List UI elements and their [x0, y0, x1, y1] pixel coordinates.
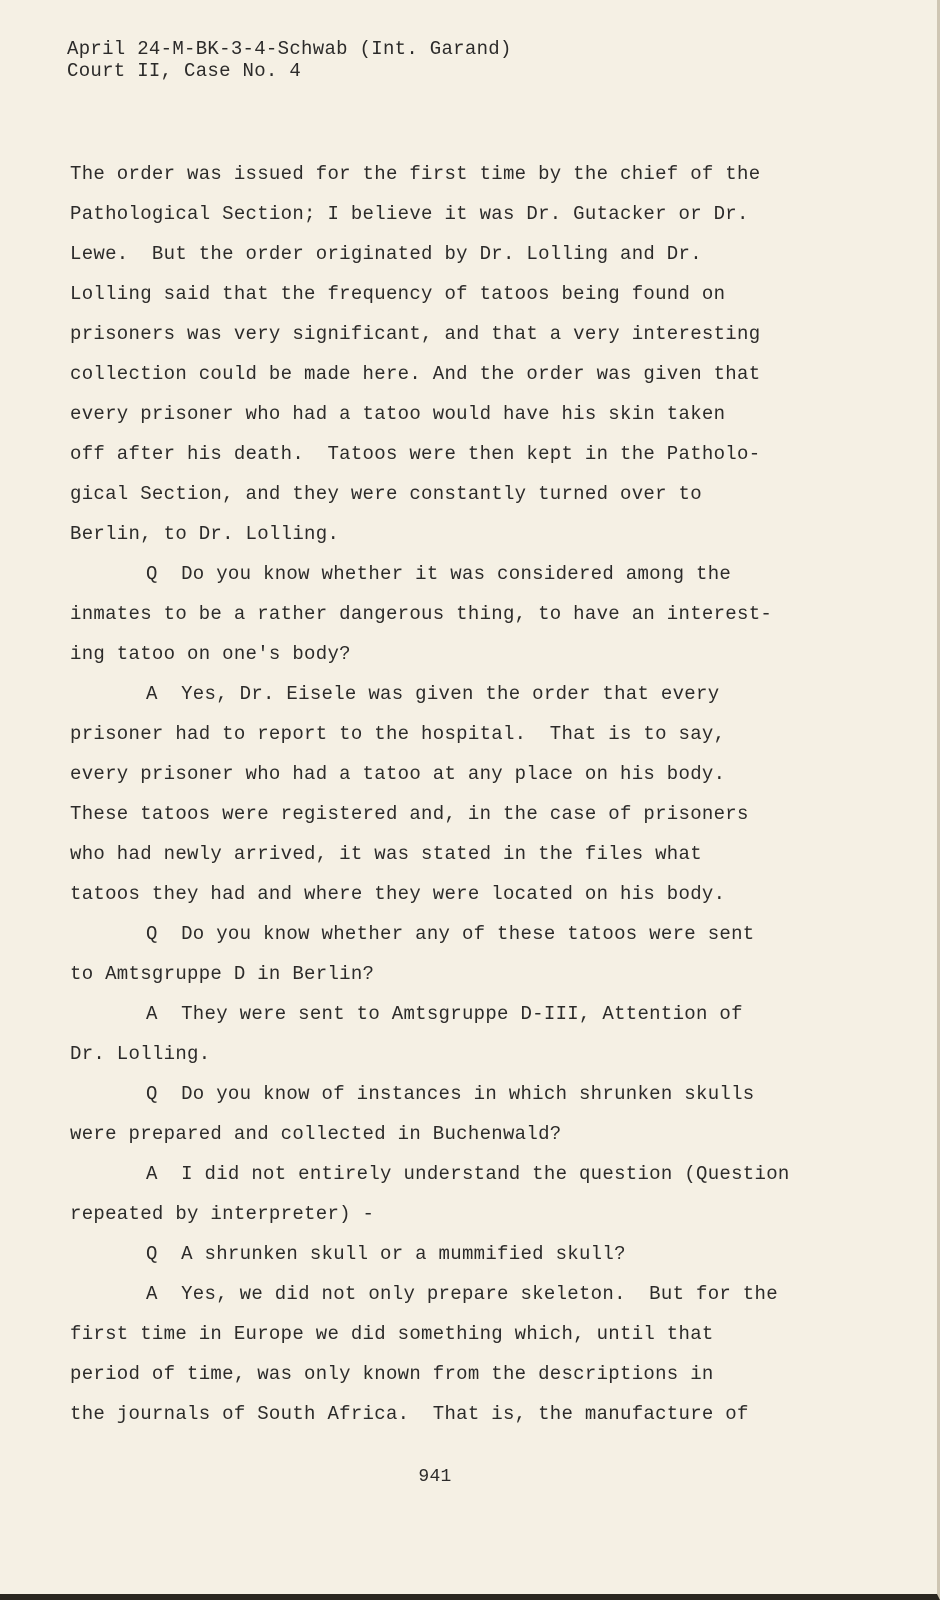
text-line: Pathological Section; I believe it was Dr. Gutacker or Dr.: [70, 203, 749, 225]
text-line: repeated by interpreter) -: [70, 1203, 375, 1225]
text-line: who had newly arrived, it was stated in the files what: [70, 843, 702, 865]
text-line: A They were sent to Amtsgruppe D-III, Attention of: [146, 1003, 743, 1025]
text-line: inmates to be a rather dangerous thing, to have an interest-: [70, 603, 773, 625]
text-line: gical Section, and they were constantly turned over to: [70, 483, 702, 505]
text-line: A I did not entirely understand the question (Question: [146, 1163, 790, 1185]
text-line: The order was issued for the first time by the chief of the: [70, 163, 761, 185]
text-line: A Yes, we did not only prepare skeleton. But for the: [146, 1283, 778, 1305]
text-line: the journals of South Africa. That is, the manufacture of: [70, 1403, 749, 1425]
text-line: to Amtsgruppe D in Berlin?: [70, 963, 375, 985]
text-line: Lolling said that the frequency of tatoos being found on: [70, 283, 726, 305]
text-line: Berlin, to Dr. Lolling.: [70, 523, 340, 545]
text-line: Q Do you know of instances in which shrunken skulls: [146, 1083, 755, 1105]
header-line-1: April 24-M-BK-3-4-Schwab (Int. Garand): [67, 38, 512, 60]
document-header: [67, 38, 512, 82]
text-line: were prepared and collected in Buchenwald?: [70, 1123, 562, 1145]
text-line: Dr. Lolling.: [70, 1043, 211, 1065]
header-line-2: Court II, Case No. 4: [67, 60, 302, 82]
page-number: 941: [418, 1467, 452, 1487]
text-line: prisoners was very significant, and that a very interesting: [70, 323, 761, 345]
testimony-body: [70, 160, 870, 1440]
text-line: first time in Europe we did something which, until that: [70, 1323, 714, 1345]
text-line: ing tatoo on one's body?: [70, 643, 351, 665]
text-line: off after his death. Tatoos were then kept in the Patholo-: [70, 443, 761, 465]
text-line: every prisoner who had a tatoo at any place on his body.: [70, 763, 726, 785]
text-line: every prisoner who had a tatoo would have his skin taken: [70, 403, 726, 425]
text-line: collection could be made here. And the order was given that: [70, 363, 761, 385]
text-line: These tatoos were registered and, in the case of prisoners: [70, 803, 749, 825]
text-line: Lewe. But the order originated by Dr. Lolling and Dr.: [70, 243, 702, 265]
text-line: Q Do you know whether any of these tatoos were sent: [146, 923, 755, 945]
text-line: Q A shrunken skull or a mummified skull?: [146, 1243, 626, 1265]
text-line: Q Do you know whether it was considered among the: [146, 563, 732, 585]
text-line: tatoos they had and where they were located on his body.: [70, 883, 726, 905]
text-line: period of time, was only known from the descriptions in: [70, 1363, 714, 1385]
text-line: prisoner had to report to the hospital. That is to say,: [70, 723, 726, 745]
text-line: A Yes, Dr. Eisele was given the order that every: [146, 683, 720, 705]
